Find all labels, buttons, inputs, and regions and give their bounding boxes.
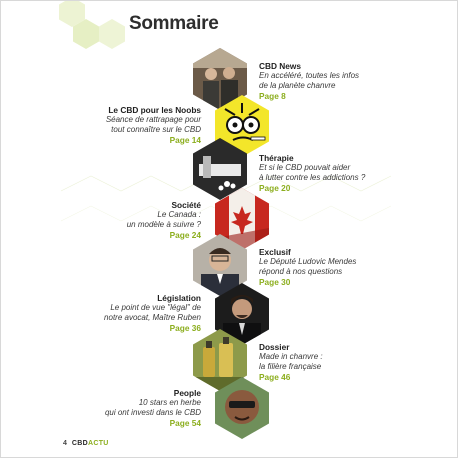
footer-brand [72,440,109,447]
entry-description: Le Canada : [157,210,201,219]
footer-brand-actu: ACTU [87,440,109,447]
entry-page-number: Page 30 [259,277,291,287]
toc-entry-societe[interactable] [61,200,201,240]
entry-description: répond à nos questions [259,267,343,276]
entry-description: Le Député Ludovic Mendes [259,257,357,266]
page-footer [63,440,109,447]
entry-heading: Société [171,200,201,210]
entry-description: de la planète chanvre [259,81,336,90]
toc-entry-cbd-news[interactable] [259,61,399,101]
footer-brand-cbd: CBD [71,440,88,447]
entry-description: Le point de vue "légal" de [110,303,201,312]
entry-description: à lutter contre les addictions ? [259,173,366,182]
entry-description: 10 stars en herbe [138,398,201,407]
entry-page-number: Page 36 [169,323,201,333]
toc-entry-therapie[interactable] [259,153,409,193]
toc-entry-noobs[interactable] [61,105,201,145]
toc-entry-dossier[interactable] [259,342,399,382]
entry-description: un modèle à suivre ? [126,220,201,229]
entry-description: Et si le CBD pouvait aider [259,163,351,172]
page-title: Sommaire [129,13,219,34]
entry-heading: Exclusif [259,247,291,257]
entry-heading: People [173,388,201,398]
entry-description: qui ont investi dans le CBD [104,408,201,417]
entry-description: tout connaître sur le CBD [111,125,201,134]
entry-description: la filière française [259,362,322,371]
toc-entry-people[interactable] [61,388,201,428]
entry-heading: Législation [157,293,201,303]
entry-page-number: Page 24 [169,230,201,240]
entry-page-number: Page 14 [169,135,201,145]
decorative-hexagon [99,19,125,49]
entry-heading: Le CBD pour les Noobs [108,105,201,115]
entry-description: notre avocat, Maître Ruben [104,313,201,322]
toc-entry-legislation[interactable] [61,293,201,333]
entry-page-number: Page 8 [259,91,286,101]
entry-page-number: Page 46 [259,372,291,382]
entry-description: Séance de rattrapage pour [105,115,201,124]
entry-page-number: Page 54 [169,418,201,428]
entry-description: En accéléré, toutes les infos [259,71,360,80]
entry-heading: Thérapie [259,153,294,163]
toc-entry-exclusif[interactable] [259,247,399,287]
entry-heading: Dossier [259,342,290,352]
entry-heading: CBD News [259,61,301,71]
footer-page-number: 4 [63,440,67,447]
entry-page-number: Page 20 [259,183,291,193]
entry-description: Made in chanvre : [259,352,323,361]
